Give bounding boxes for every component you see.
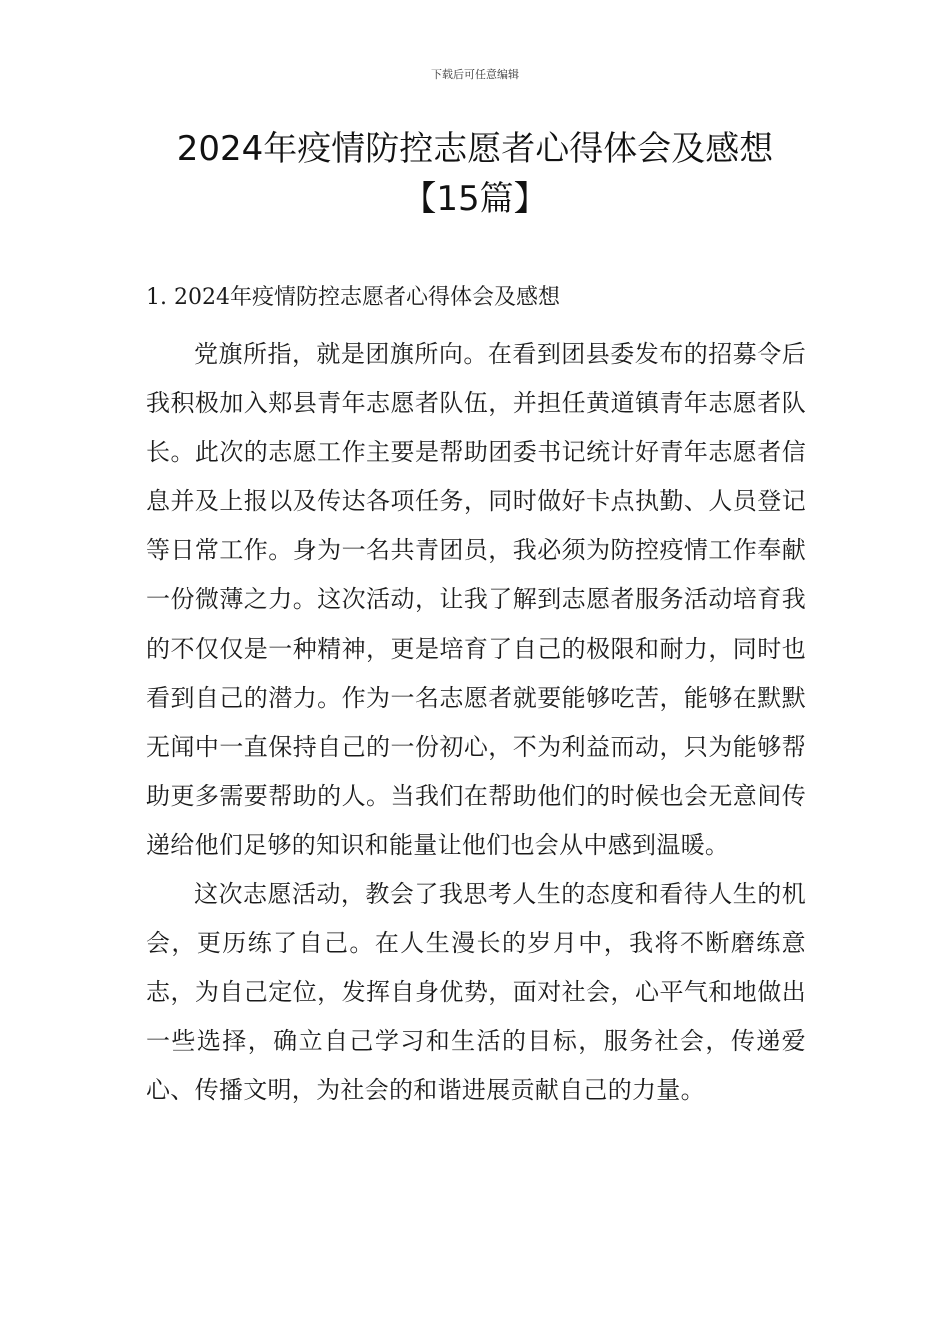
section-heading: 1. 2024年疫情防控志愿者心得体会及感想	[146, 285, 560, 310]
header-note: 下载后可任意编辑	[431, 68, 519, 81]
paragraph-2: 这次志愿活动，教会了我思考人生的态度和看待人生的机会，更历练了自己。在人生漫长的岁月中，我将不断磨练意志，为自己定位，发挥自身优势，面对社会，心平气和地做出一些选择，确立自己学习和生活的目标，服务社会，传递爱心、传播文明，为社会的和谐进展贡献自己的力量。	[146, 880, 806, 1105]
document-title-line-2: 【15篇】	[402, 179, 548, 219]
paragraph-1: 党旗所指，就是团旗所向。在看到团县委发布的招募令后我积极加入郏县青年志愿者队伍，并担任黄道镇青年志愿者队长。此次的志愿工作主要是帮助团委书记统计好青年志愿者信息并及上报以及传达各项任务，同时做好卡点执勤、人员登记等日常工作。身为一名共青团员，我必须为防控疫情工作奉献一份微薄之力。这次活动，让我了解到志愿者服务活动培育我的不仅仅是一种精神，更是培育了自己的极限和耐力，同时也看到自己的潜力。作为一名志愿者就要能够吃苦，能够在默默无闻中一直保持自己的一份初心，不为利益而动，只为能够帮助更多需要帮助的人。当我们在帮助他们的时候也会无意间传递给他们足够的知识和能量让他们也会从中感到温暖。	[146, 340, 806, 859]
document-title	[95, 124, 855, 224]
body-text	[146, 330, 806, 1116]
document-title-line-1: 2024年疫情防控志愿者心得体会及感想	[176, 129, 774, 169]
